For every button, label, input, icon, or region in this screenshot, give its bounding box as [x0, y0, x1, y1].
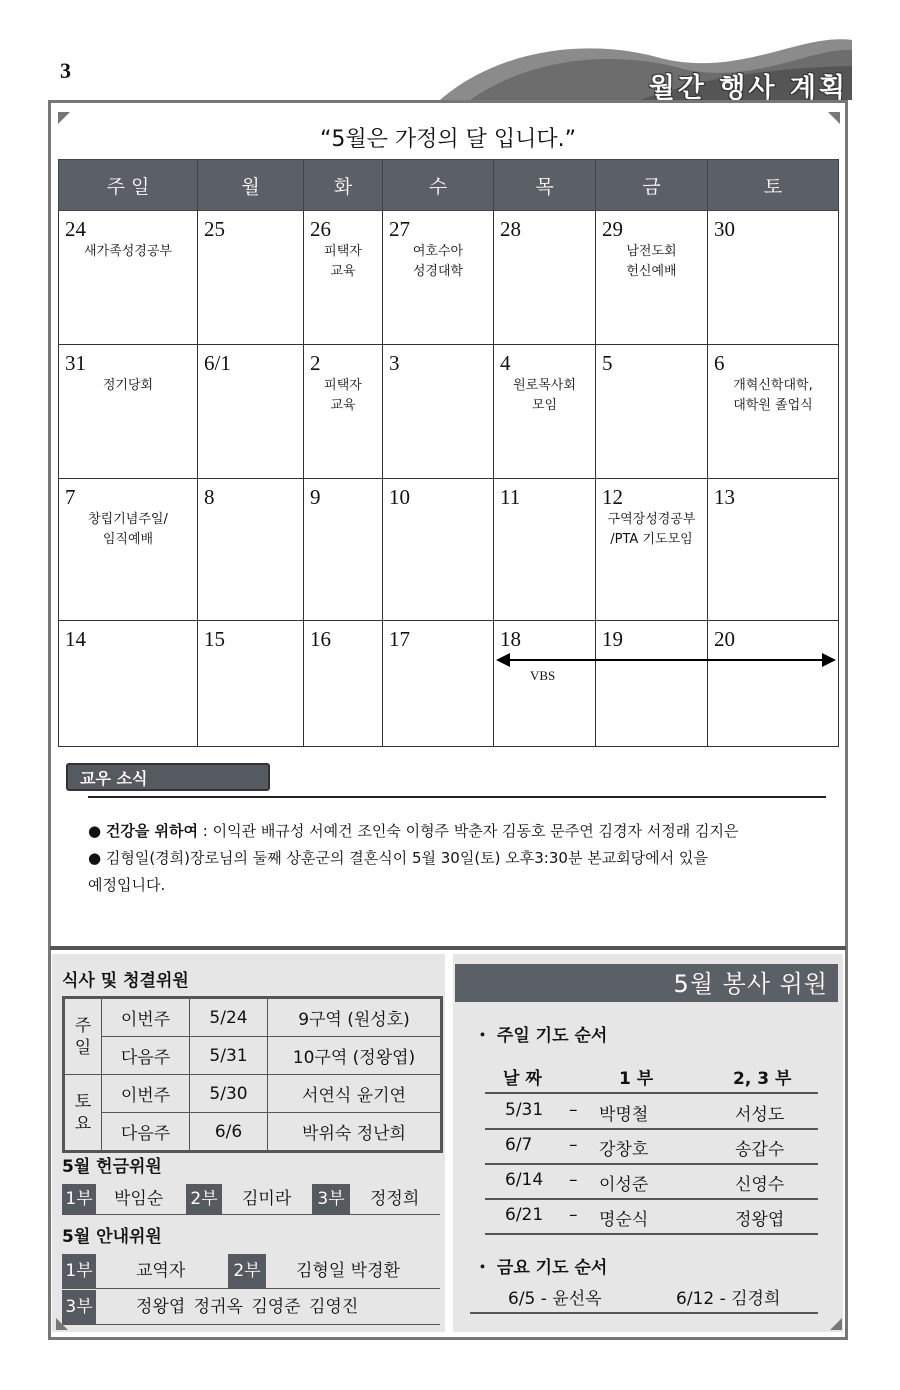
day-number: 24 — [65, 217, 86, 241]
event-text: 구역장성경공부 — [607, 512, 696, 527]
meal-cell: 이번주 — [102, 998, 190, 1037]
wedding-line-1: 김형일(경희)장로님의 둘째 상훈군의 결혼식이 5월 30일(토) 오후3:30분 본교회당에서 있을 — [105, 849, 708, 867]
event-text: 피택자 — [324, 378, 362, 393]
calendar-day — [59, 621, 198, 747]
calendar-day — [494, 345, 596, 479]
prayer-header-row — [485, 1058, 818, 1094]
event-text: 교육 — [330, 264, 356, 279]
monthly-motto: “5월은 가정의 달 입니다.” — [319, 127, 577, 152]
day-number: 4 — [500, 351, 511, 375]
calendar-day — [304, 211, 383, 345]
sunday-prayer-title: 주일 기도 순서 — [496, 1026, 608, 1046]
event-text: 여호수아 — [412, 244, 464, 259]
calendar-week — [59, 621, 839, 747]
calendar-week — [59, 211, 839, 345]
meal-row — [64, 1113, 442, 1152]
usher-title: 5월 안내위원 — [62, 1227, 162, 1247]
day-number: 6 — [714, 351, 725, 375]
day-number: 12 — [602, 485, 623, 509]
prayer-cell: 6/21 — [505, 1205, 544, 1225]
offering-part-3: 3부 — [312, 1184, 350, 1214]
news-body — [88, 818, 828, 899]
day-number: 7 — [65, 485, 76, 509]
day-number: 26 — [310, 217, 331, 241]
calendar-day — [59, 479, 198, 621]
calendar-day — [59, 345, 198, 479]
vbs-label: VBS — [530, 668, 556, 683]
calendar-day — [596, 621, 708, 747]
usher-row-1 — [62, 1254, 440, 1289]
day-number: 18 — [500, 627, 521, 651]
day-number: 10 — [389, 485, 410, 509]
day-number: 3 — [389, 351, 400, 375]
usher-name-2: 김형일 박경환 — [296, 1261, 400, 1281]
day-number: 30 — [714, 217, 735, 241]
friday-prayer-title: 금요 기도 순서 — [496, 1258, 608, 1278]
prayer-col-date: 날 짜 — [503, 1069, 542, 1089]
prayer-cell: 강창호 — [599, 1140, 649, 1160]
meal-row — [64, 1037, 442, 1075]
usher-name-3: 정왕엽 정귀옥 김영준 김영진 — [136, 1297, 359, 1317]
prayer-cell: 서성도 — [735, 1105, 785, 1125]
sunday-prayer-heading: ・ 주일 기도 순서 — [474, 1026, 608, 1046]
calendar-day — [304, 479, 383, 621]
health-label: 건강을 위하여 — [105, 822, 199, 840]
usher-name-1: 교역자 — [136, 1261, 186, 1281]
meal-cell: 10구역 (정왕엽) — [268, 1037, 442, 1075]
calendar-day — [383, 479, 494, 621]
event-text: 개혁신학대학, — [733, 378, 813, 393]
calendar-week — [59, 479, 839, 621]
usher-row-2 — [62, 1290, 440, 1325]
day-number: 20 — [714, 627, 735, 651]
usher-part-1: 1부 — [62, 1254, 96, 1288]
meal-group-label: 주 일 — [64, 998, 102, 1075]
meal-row — [64, 1075, 442, 1113]
day-number: 31 — [65, 351, 86, 375]
prayer-cell: 신영수 — [735, 1175, 785, 1195]
weekday-header: 화 — [304, 160, 383, 211]
news-item-wedding: ● 김형일(경희)장로님의 둘째 상훈군의 결혼식이 5월 30일(토) 오후3:30분 본교회당에서 있을 — [88, 849, 708, 867]
service-title: 5월 봉사 위원 — [455, 964, 838, 1002]
day-number: 6/1 — [204, 351, 231, 375]
event-text: 헌신예배 — [626, 264, 677, 279]
prayer-cell: – — [569, 1170, 578, 1190]
prayer-col-part23: 2, 3 부 — [733, 1069, 792, 1089]
day-number: 5 — [602, 351, 613, 375]
friday-prayer-heading: ・ 금요 기도 순서 — [474, 1258, 608, 1278]
day-number: 29 — [602, 217, 623, 241]
day-number: 28 — [500, 217, 521, 241]
calendar-day — [383, 345, 494, 479]
vbs-span-arrow — [496, 651, 836, 669]
calendar-day — [596, 345, 708, 479]
calendar-day — [494, 479, 596, 621]
calendar-day — [383, 211, 494, 345]
event-text: /PTA 기도모임 — [610, 532, 693, 547]
meal-cell: 다음주 — [102, 1037, 190, 1075]
prayer-row — [485, 1164, 818, 1200]
event-text: 새가족성경공부 — [84, 244, 172, 259]
friday-prayer-item-1: 6/5 - 윤선옥 — [508, 1289, 602, 1309]
calendar-day — [304, 345, 383, 479]
corner-mark-br — [830, 1318, 842, 1330]
prayer-cell: 박명철 — [599, 1105, 649, 1125]
prayer-cell: 정왕엽 — [735, 1210, 785, 1230]
calendar-day — [596, 479, 708, 621]
meal-cell: 9구역 (원성호) — [268, 998, 442, 1037]
prayer-cell: 명순식 — [599, 1210, 649, 1230]
event-text: 창립기념주일/ — [88, 512, 168, 527]
day-number: 16 — [310, 627, 331, 651]
offering-row — [62, 1184, 440, 1215]
wedding-line-2: 예정입니다. — [88, 876, 166, 894]
section-separator — [50, 946, 846, 950]
prayer-col-part1: 1 부 — [619, 1069, 654, 1089]
health-names: : 이익관 배규성 서예건 조인숙 이형주 박춘자 김동호 문주연 김경자 서정래 김지은 — [198, 822, 739, 840]
offering-name-3: 정정희 — [370, 1189, 420, 1209]
prayer-row — [485, 1129, 818, 1165]
day-number: 13 — [714, 485, 735, 509]
prayer-cell: 6/7 — [505, 1135, 533, 1155]
event-text: 교육 — [330, 398, 356, 413]
meal-row — [64, 998, 442, 1037]
weekday-header: 금 — [596, 160, 708, 211]
prayer-row — [485, 1199, 818, 1235]
day-number: 19 — [602, 627, 623, 651]
meal-title: 식사 및 청결위원 — [62, 971, 189, 991]
meal-cell: 5/24 — [190, 998, 268, 1037]
meal-committee-table — [62, 996, 443, 1153]
page-number: 3 — [60, 58, 71, 83]
calendar-day — [59, 211, 198, 345]
meal-cell: 박위숙 정난희 — [268, 1113, 442, 1152]
prayer-cell: – — [569, 1205, 578, 1225]
event-text: 원로목사회 — [513, 378, 576, 393]
prayer-cell: 이성준 — [599, 1175, 649, 1195]
prayer-cell: – — [569, 1135, 578, 1155]
day-number: 14 — [65, 627, 86, 651]
weekday-header: 목 — [494, 160, 596, 211]
news-section-tab: 교우 소식 — [66, 763, 270, 791]
weekday-header: 토 — [708, 160, 839, 211]
header-title: 월간 행사 계획 — [648, 73, 848, 104]
calendar-week — [59, 345, 839, 479]
friday-prayer-row — [470, 1282, 818, 1314]
prayer-cell: 송갑수 — [735, 1140, 785, 1160]
day-number: 2 — [310, 351, 321, 375]
event-text: 대학원 졸업식 — [733, 398, 813, 413]
prayer-cell: – — [569, 1100, 578, 1120]
day-number: 25 — [204, 217, 225, 241]
meal-cell: 다음주 — [102, 1113, 190, 1152]
news-divider — [88, 796, 826, 798]
prayer-cell: 6/14 — [505, 1170, 544, 1190]
event-text: 정기당회 — [102, 378, 154, 393]
calendar-day — [304, 621, 383, 747]
event-text: 남전도회 — [626, 244, 677, 259]
calendar-day — [198, 479, 304, 621]
calendar-day — [708, 345, 839, 479]
corner-mark-bl — [56, 1318, 68, 1330]
meal-cell: 이번주 — [102, 1075, 190, 1113]
event-text: 성경대학 — [412, 264, 464, 279]
event-text: 피택자 — [324, 244, 362, 259]
friday-prayer-item-2: 6/12 - 김경희 — [676, 1289, 781, 1309]
day-number: 9 — [310, 485, 321, 509]
weekday-header: 주 일 — [59, 160, 198, 211]
calendar-day — [494, 211, 596, 345]
weekday-header: 월 — [198, 160, 304, 211]
offering-part-1: 1부 — [62, 1184, 96, 1214]
usher-part-3: 3부 — [62, 1290, 96, 1324]
calendar-day — [198, 621, 304, 747]
calendar-day — [708, 621, 839, 747]
meal-cell: 6/6 — [190, 1113, 268, 1152]
calendar-day — [383, 621, 494, 747]
news-item-health: ● 건강을 위하여 : 이익관 배규성 서예건 조인숙 이형주 박춘자 김동호 문주연 김경자 서정래 김지은 — [88, 822, 739, 840]
event-text: 모임 — [531, 398, 558, 413]
calendar-day — [596, 211, 708, 345]
meal-group-label: 토 요 — [64, 1075, 102, 1152]
usher-part-2: 2부 — [228, 1254, 266, 1288]
meal-cell: 서연식 윤기연 — [268, 1075, 442, 1113]
day-number: 17 — [389, 627, 410, 651]
calendar-day — [708, 211, 839, 345]
offering-part-2: 2부 — [186, 1184, 222, 1214]
calendar-day — [198, 211, 304, 345]
calendar-day — [708, 479, 839, 621]
day-number: 11 — [500, 485, 521, 509]
offering-name-2: 김미라 — [242, 1189, 292, 1209]
event-text: 임직예배 — [102, 532, 154, 547]
calendar-day — [198, 345, 304, 479]
weekday-header: 수 — [383, 160, 494, 211]
meal-cell: 5/30 — [190, 1075, 268, 1113]
offering-name-1: 박임순 — [114, 1189, 164, 1209]
offering-title: 5월 헌금위원 — [62, 1157, 162, 1177]
day-number: 15 — [204, 627, 225, 651]
day-number: 27 — [389, 217, 410, 241]
day-number: 8 — [204, 485, 215, 509]
prayer-cell: 5/31 — [505, 1100, 544, 1120]
meal-cell: 5/31 — [190, 1037, 268, 1075]
prayer-row — [485, 1094, 818, 1130]
